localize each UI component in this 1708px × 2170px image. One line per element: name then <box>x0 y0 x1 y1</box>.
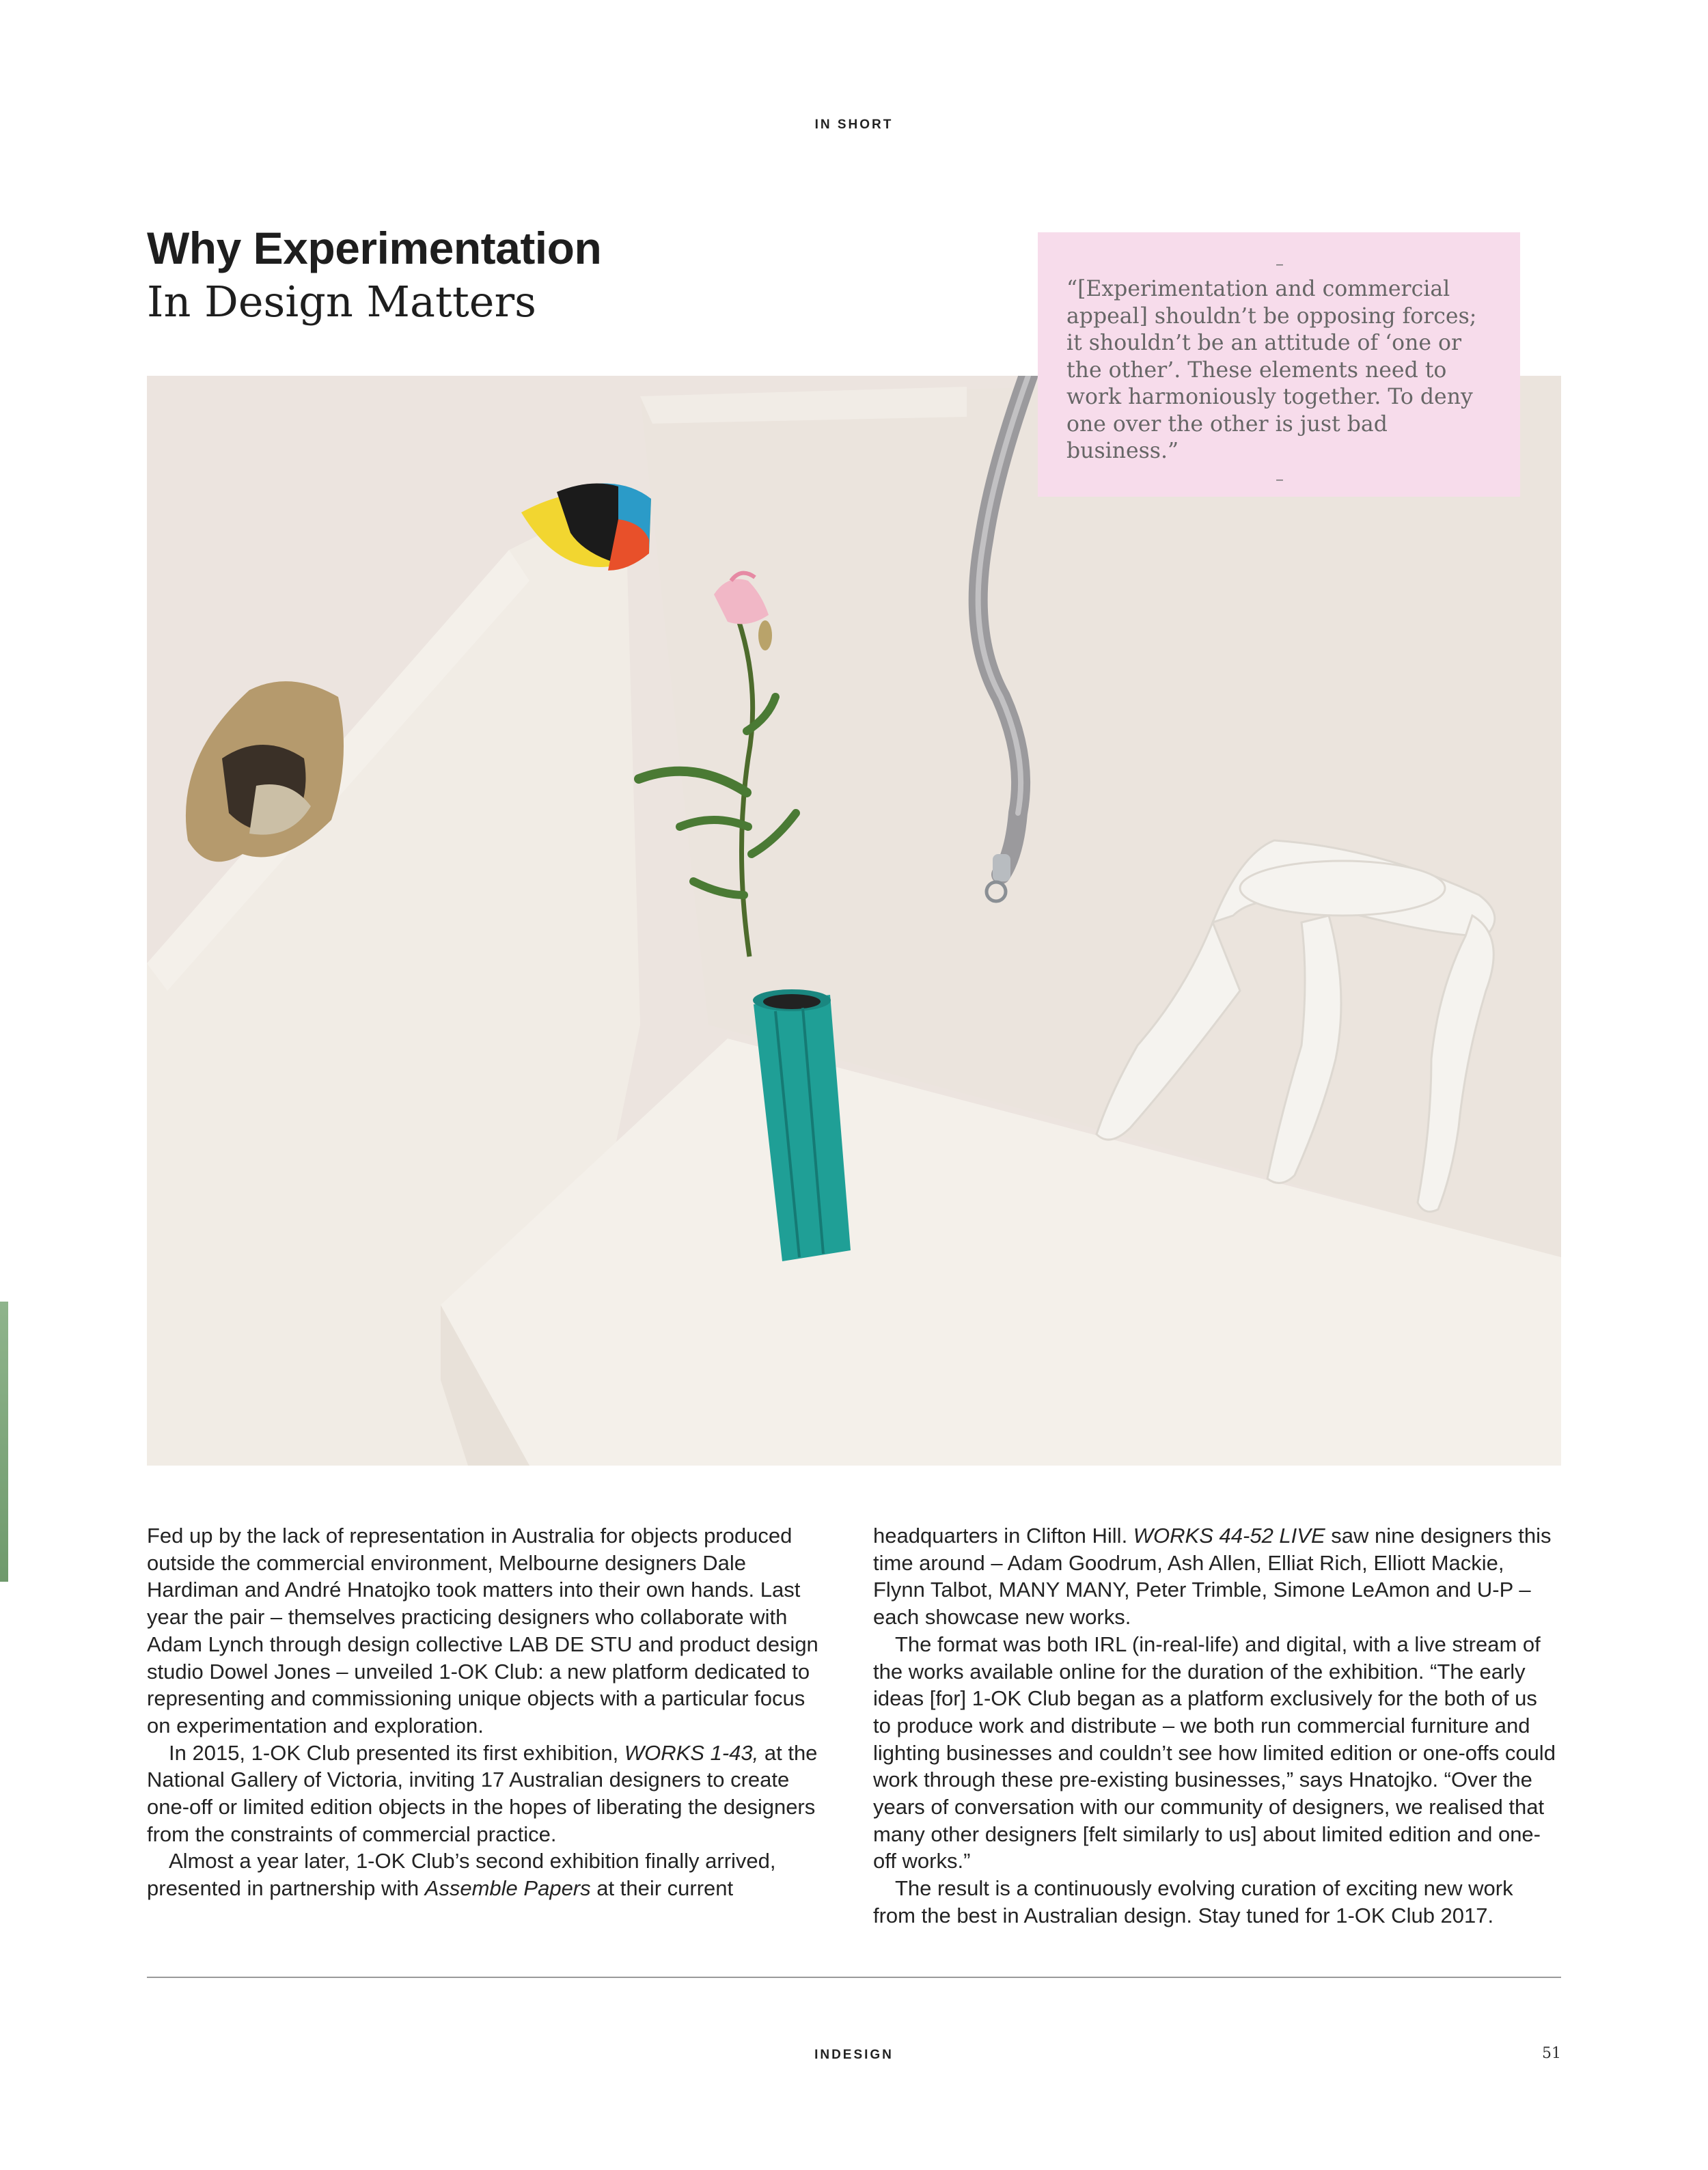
page-number: 51 <box>1542 2045 1561 2062</box>
paragraph: In 2015, 1-OK Club presented its first exhibition, WORKS 1-43, at the National Gallery of Victoria, inviting 17 Australian designers to create one-off or limited edition objects in the hopes of liberating the designers from the constraints of commercial practice. <box>147 1740 818 1846</box>
body-column-left <box>147 1522 830 1902</box>
exhibition-title: WORKS 1-43, <box>624 1740 759 1765</box>
pull-quote-dash-bottom: – <box>1276 469 1284 489</box>
page-edge-strip <box>0 1302 8 1582</box>
pull-quote-dash-top: – <box>1276 254 1284 273</box>
exhibition-title: WORKS 44-52 LIVE <box>1133 1524 1325 1548</box>
body-column-right <box>873 1522 1556 1929</box>
magazine-name: INDESIGN <box>814 2048 894 2062</box>
paragraph: The result is a continuously evolving curation of exciting new work from the best in Australian design. Stay tuned for 1-OK Club 2017. <box>873 1876 1513 1927</box>
pull-quote-text: “[Experimentation and commercial appeal] shouldn’t be opposing forces; it shouldn’t be an attitude of ‘one or the other’. These elements need to work harmoniously together. To deny one over the other is just bad business.” <box>1066 277 1477 463</box>
paragraph: headquarters in Clifton Hill. WORKS 44-52 LIVE saw nine designers this time around – Adam Goodrum, Ash Allen, Elliat Rich, Elliott Mackie, Flynn Talbot, MANY MANY, Peter Trimble, Simone LeAmon and U-P – each showcase new works. <box>873 1524 1552 1630</box>
section-label: IN SHORT <box>814 118 894 132</box>
article-subtitle: In Design Matters <box>147 277 536 327</box>
article-title: Why Experimentation <box>147 223 602 273</box>
footer-divider <box>147 1977 1561 1978</box>
feature-photo <box>147 376 1561 1466</box>
paragraph: Fed up by the lack of representation in Australia for objects produced outside the commercial environment, Melbourne designers Dale Hardiman and André Hnatojko took matters into their own hands. Last year the pair – themselves practicing designers who collaborate with Adam Lynch through design collective LAB DE STU and product design studio Dowel Jones – unveiled 1-OK Club: a new platform dedicated to representing and commissioning unique objects with a particular focus on experimentation and exploration. <box>147 1524 818 1738</box>
publication-name: Assemble Papers <box>424 1876 591 1901</box>
paragraph: The format was both IRL (in-real-life) and digital, with a live stream of the works available online for the duration of the exhibition. “The early ideas [for] 1-OK Club began as a platform exclusively for the both of us to produce work and distribute – we both run commercial furniture and lighting businesses and couldn’t see how limited edition or one-offs could work through these pre-existing businesses,” says Hnatojko. “Over the years of conversation with our community of designers, we realised that many other designers [felt similarly to us] about limited edition and one-off works.” <box>873 1632 1556 1873</box>
paragraph: Almost a year later, 1-OK Club’s second exhibition finally arrived, presented in partnership with Assemble Papers at their current <box>147 1849 776 1901</box>
pull-quote <box>1038 232 1520 497</box>
